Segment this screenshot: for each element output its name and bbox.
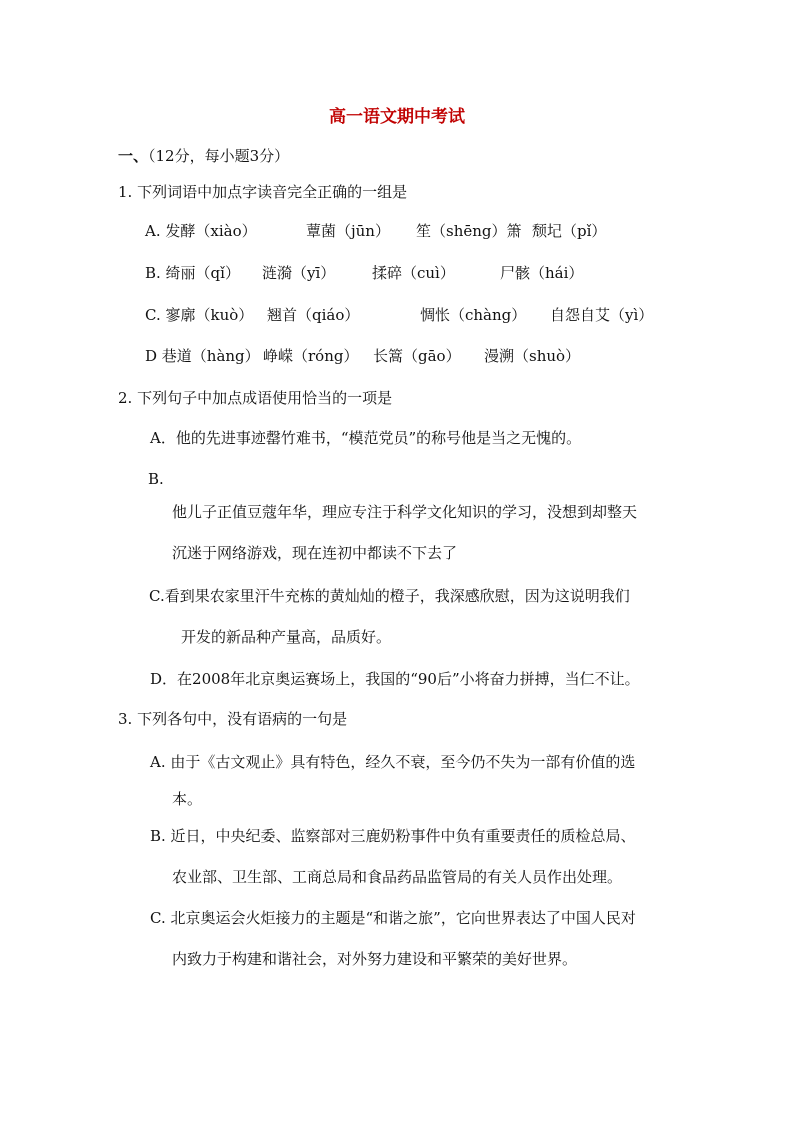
q2-option-c-line2: 开发的新品种产量高，品质好。 — [181, 628, 392, 646]
q1-option-a-item-3: 笙（shēng）箫 — [416, 222, 522, 240]
q1-option-c-item-2: 翘首（qiáo） — [267, 306, 360, 324]
q1-option-b-item-3: 揉碎（cuì） — [372, 264, 455, 282]
q2-option-b-line1: 他儿子正值豆蔻年华，理应专注于科学文化知识的学习，没想到却整天 — [172, 503, 638, 521]
q3-option-b-line2: 农业部、卫生部、工商总局和食品药品监管局的有关人员作出处理。 — [172, 868, 623, 886]
q1-option-d-item-3: 长篙（gāo） — [373, 347, 461, 365]
q3-option-a-line1: A. 由于《古文观止》具有特色，经久不衰，至今仍不失为一部有价值的选 — [150, 753, 636, 771]
q1-option-b-item-1: B. 绮丽（qǐ） — [145, 264, 240, 282]
q1-option-c-item-3: 惆怅（chàng） — [420, 306, 527, 324]
q1-option-d-item-4: 漫溯（shuò） — [484, 347, 581, 365]
q2-option-c-line1: C.看到果农家里汗牛充栋的黄灿灿的橙子，我深感欣慰，因为这说明我们 — [149, 587, 630, 605]
q1-option-c-item-1: C. 寥廓（kuò） — [145, 306, 254, 324]
q3-option-b-line1: B. 近日，中央纪委、监察部对三鹿奶粉事件中负有重要责任的质检总局、 — [150, 827, 636, 845]
q3-option-a-line2: 本。 — [172, 790, 203, 808]
q2-option-d: D．在2008年北京奥运赛场上，我国的“90后”小将奋力拼搏，当仁不让。 — [150, 670, 640, 688]
q2-option-b-label: B. — [148, 470, 164, 488]
q1-option-d-item-1: D 巷道（hàng） — [145, 347, 260, 365]
page-title: 高一语文期中考试 — [329, 107, 465, 127]
q1-option-c-item-4: 自怨自艾（yì） — [550, 306, 654, 324]
q1-option-a-item-1: A. 发酵（xiào） — [145, 222, 257, 240]
q1-stem: 1. 下列词语中加点字读音完全正确的一组是 — [118, 183, 408, 201]
q1-option-a-item-2: 蕈菌（jūn） — [306, 222, 390, 240]
q3-option-c-line1: C. 北京奥运会火炬接力的主题是“和谐之旅”，它向世界表达了中国人民对 — [150, 909, 636, 927]
q2-option-a: A．他的先进事迹罄竹难书，“模范党员”的称号他是当之无愧的。 — [150, 429, 582, 447]
q1-option-b-item-4: 尸骸（hái） — [500, 264, 584, 282]
q1-option-a-item-4: 颓圮（pǐ） — [532, 222, 607, 240]
q1-option-d-item-2: 峥嵘（róng） — [263, 347, 359, 365]
q3-option-c-line2: 内致力于构建和谐社会，对外努力建设和平繁荣的美好世界。 — [172, 950, 578, 968]
q3-stem: 3. 下列各句中，没有语病的一句是 — [118, 710, 348, 728]
q1-option-b-item-2: 涟漪（yī） — [262, 264, 336, 282]
q2-stem: 2. 下列句子中加点成语使用恰当的一项是 — [118, 389, 393, 407]
section-score: （12分，每小题3分） — [148, 147, 290, 165]
section-heading — [118, 146, 289, 166]
q2-option-b-line2: 沉迷于网络游戏，现在连初中都读不下去了 — [172, 544, 458, 562]
section-number: 一、 — [118, 147, 149, 165]
